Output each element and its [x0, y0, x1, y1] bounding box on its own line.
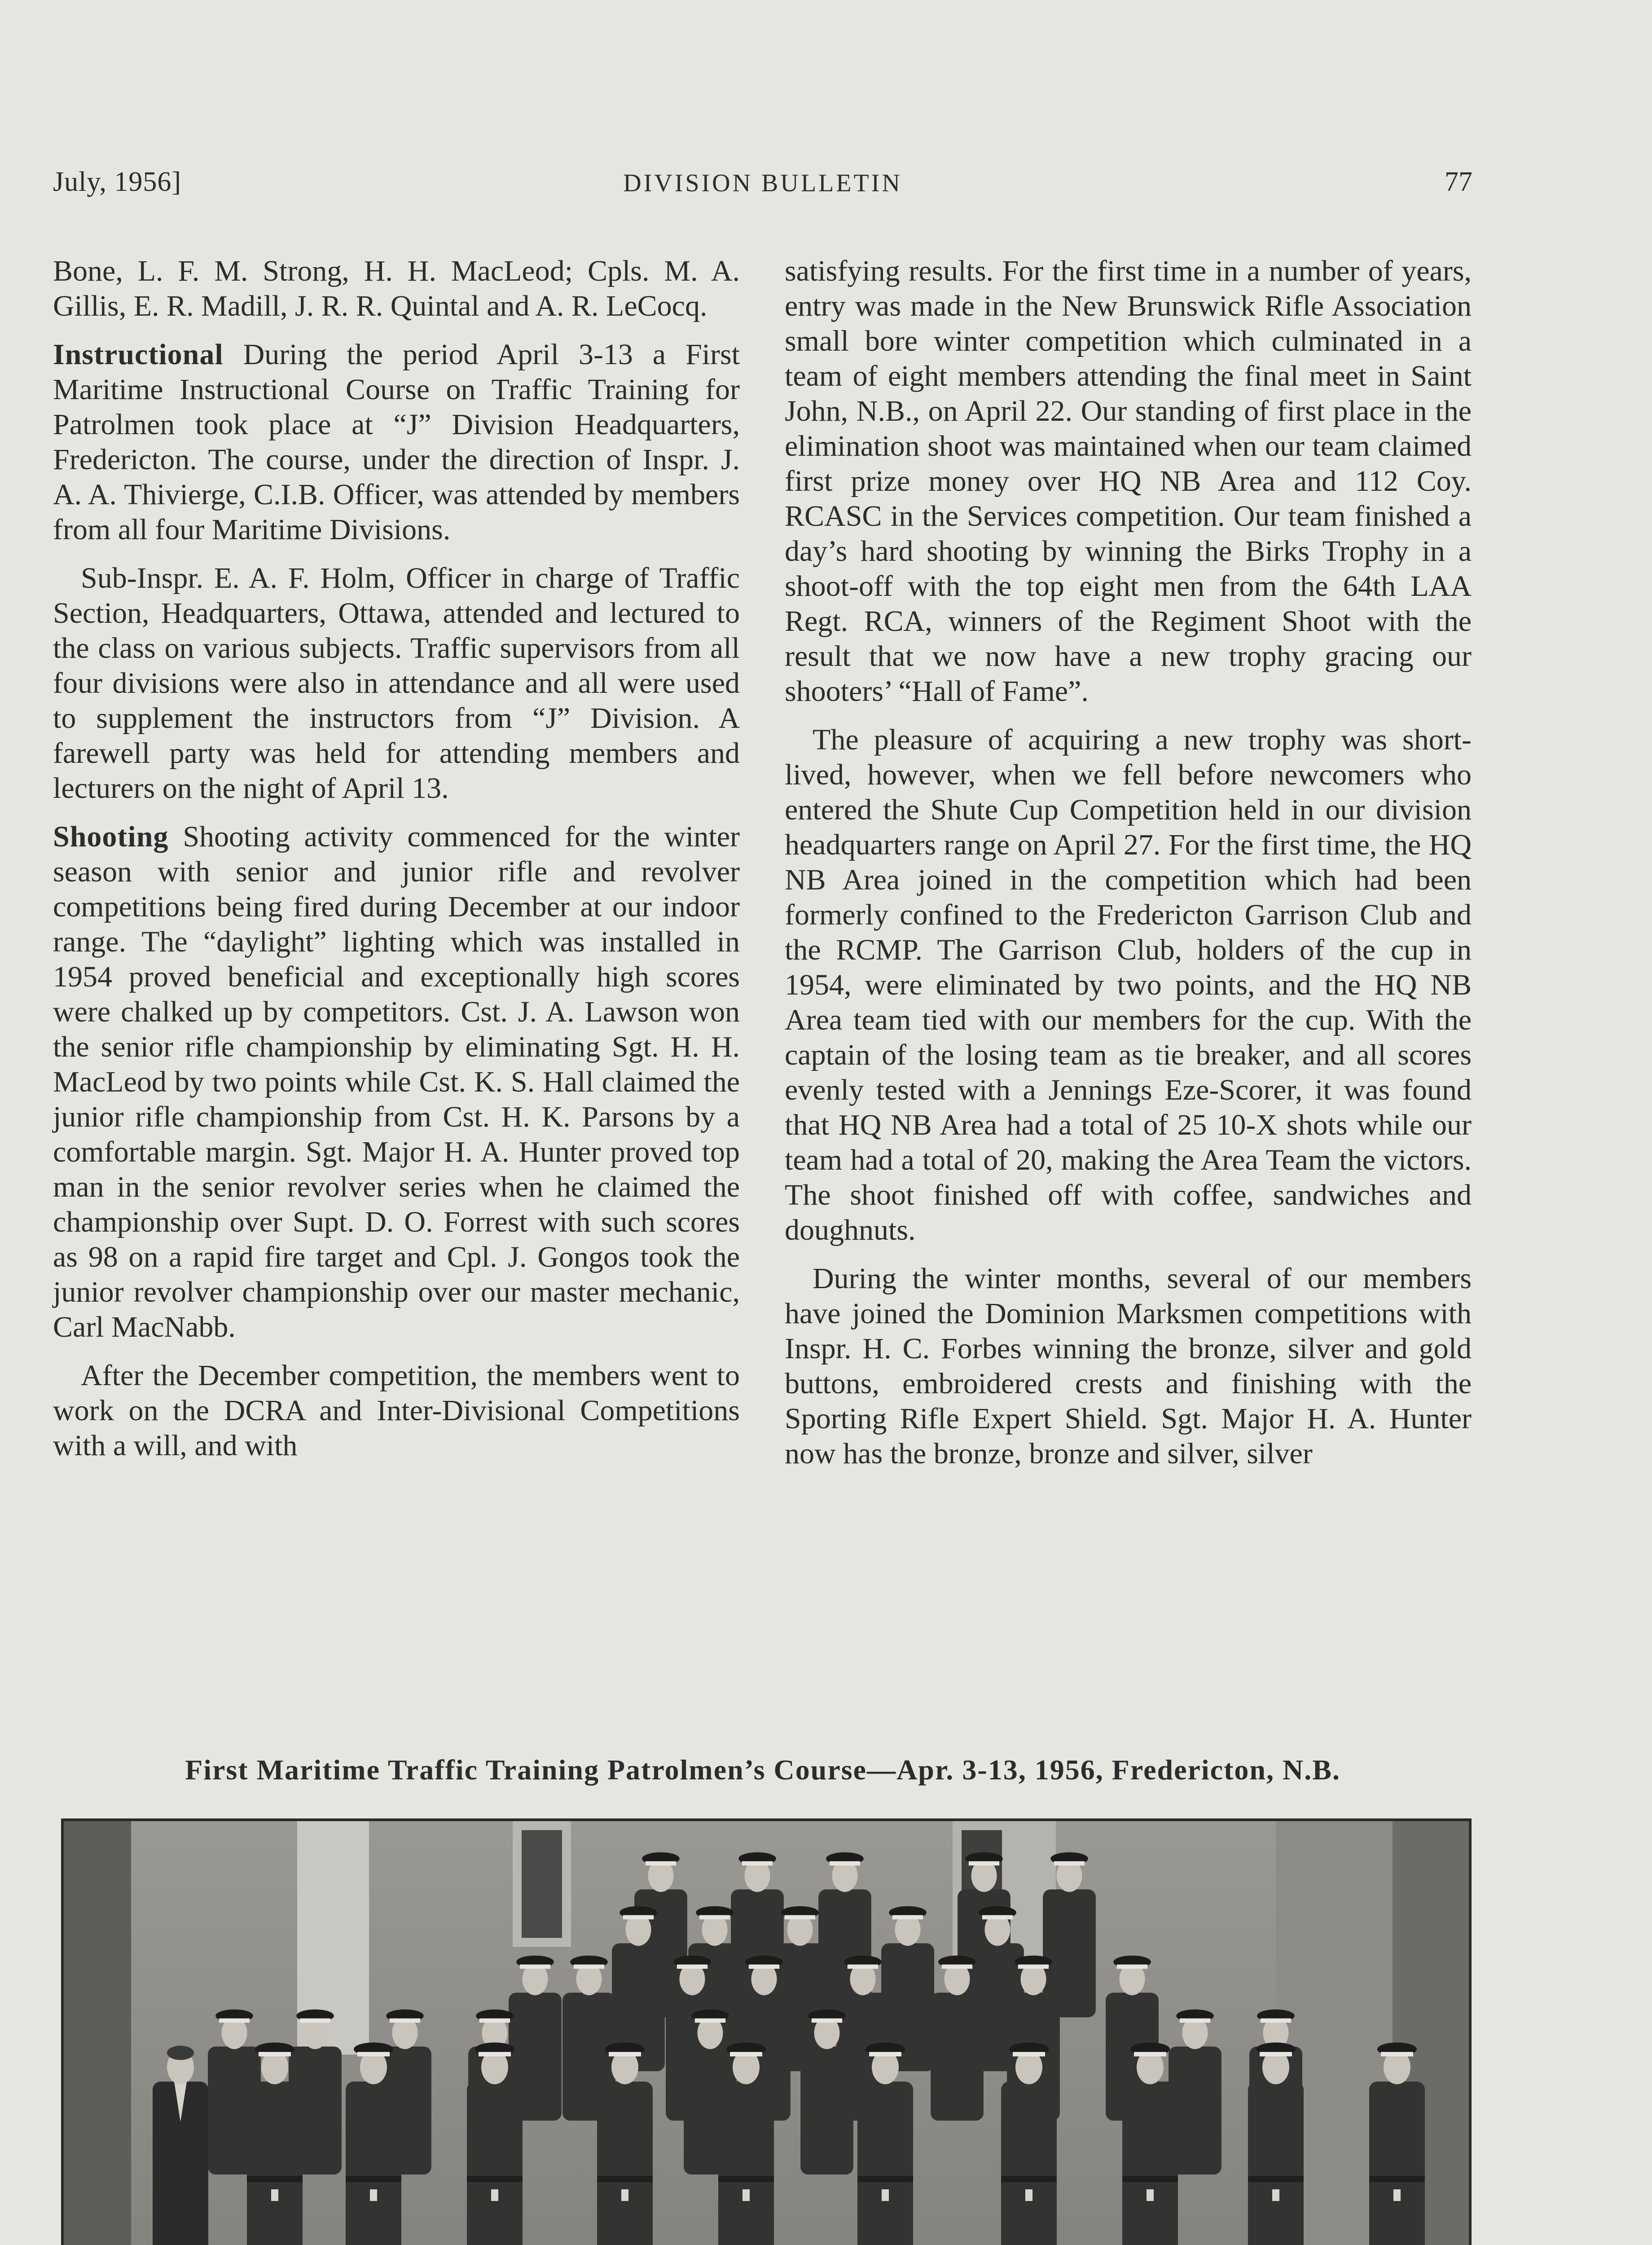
shooting-text: Shooting activity commenced for the winter season with senior and junior rifle and revolver competitions being fired during December at our indoor range. The “daylight” lighting which was installed in 1954 proved beneficial and exceptionally high scores were chalked up by competitors. Cst. J. A. Lawson won the senior rifle championship by eliminating Sgt. H. H. MacLeod by two points while Cst. K. S. Hall claimed the junior rifle championship from Cst. H. K. Parsons by a comfortable margin. Sgt. Major H. A. Hunter proved top man in the senior revolver series when he claimed the championship over Supt. D. O. Forrest with such scores as 98 on a rapid fire target and Cpl. J. Gongos took the junior revolver championship over our master mechanic, Carl MacNabb. [53, 820, 740, 1343]
paragraph-member-list: Bone, L. F. M. Strong, H. H. MacLeod; Cpls. M. A. Gillis, E. R. Madill, J. R. R. Quintal and A. R. LeCocq. [53, 255, 740, 322]
paragraph-holm: Sub-Inspr. E. A. F. Holm, Officer in charge of Traffic Section, Headquarters, Ottawa, attended and lectured to the class on various subjects. Traffic supervisors from all four divisions were also in attendance and all were used to supplement the instructors from “J” Division. A farewell party was held for attending members and lecturers on the night of April 13. [53, 562, 740, 805]
group-photo [61, 1818, 1472, 2245]
paragraph-shooting [53, 819, 740, 1345]
paragraph-dominion-marksmen: During the winter months, several of our members have joined the Dominion Marksmen competitions with Inspr. H. C. Forbes winning the bronze, silver and gold buttons, embroidered crests and finishing with the Sporting Rifle Expert Shield. Sgt. Major H. A. Hunter now has the bronze, bronze and silver, silver [785, 1262, 1472, 1470]
issue-date: July, 1956] [53, 167, 181, 197]
photo-caption: First Maritime Traffic Training Patrolmen’s Course—Apr. 3-13, 1956, Fredericton, N.B. [185, 1754, 1340, 1786]
group-photo-icon [64, 1821, 1469, 2245]
section-heading-shooting: Shooting [53, 820, 169, 853]
paragraph-results: satisfying results. For the first time in a number of years, entry was made in the New Brunswick Rifle Association small bore winter competition which culminated in a team of eight members attending the final meet in Saint John, N.B., on April 22. Our standing of first place in the elimination shoot was maintained when our team claimed first prize money over HQ NB Area and 112 Coy. RCASC in the Services competition. Our team finished a day’s hard shooting by winning the Birks Trophy in a shoot-off with the top eight men from the 64th LAA Regt. RCA, winners of the Regiment Shoot with the result that we now have a new trophy gracing our shooters’ “Hall of Fame”. [785, 255, 1472, 708]
left-column [53, 254, 740, 1477]
paragraph-instructional [53, 337, 740, 547]
publication-title: DIVISION BULLETIN [623, 169, 902, 197]
section-heading-instructional: Instructional [53, 338, 224, 371]
right-column [785, 254, 1472, 1485]
running-head [53, 166, 1472, 207]
paragraph-shute-cup: The pleasure of acquiring a new trophy was short-lived, however, when we fell before newcomers who entered the Shute Cup Competition held in our division headquarters range on April 27. For the first time, the HQ NB Area joined in the competition which had been formerly confined to the Fredericton Garrison Club and the RCMP. The Garrison Club, holders of the cup in 1954, were eliminated by two points, and the HQ NB Area team tied with our members for the cup. With the captain of the losing team as tie breaker, and all scores evenly tested with a Jennings Eze-Scorer, it was found that HQ NB Area had a total of 25 10-X shots while our team had a total of 20, making the Area Team the victors. The shoot finished off with coffee, sandwiches and doughnuts. [785, 723, 1472, 1246]
instructional-text: During the period April 3-13 a First Maritime Instructional Course on Traffic Training for Patrolmen took place at “J” Division Headquarters, Fredericton. The course, under the direction of Inspr. J. A. A. Thivierge, C.I.B. Officer, was attended by members from all four Maritime Divisions. [53, 338, 740, 546]
paragraph-december: After the December competition, the members went to work on the DCRA and Inter-Divisional Competitions with a will, and with [53, 1359, 740, 1462]
page-number: 77 [1445, 167, 1472, 197]
